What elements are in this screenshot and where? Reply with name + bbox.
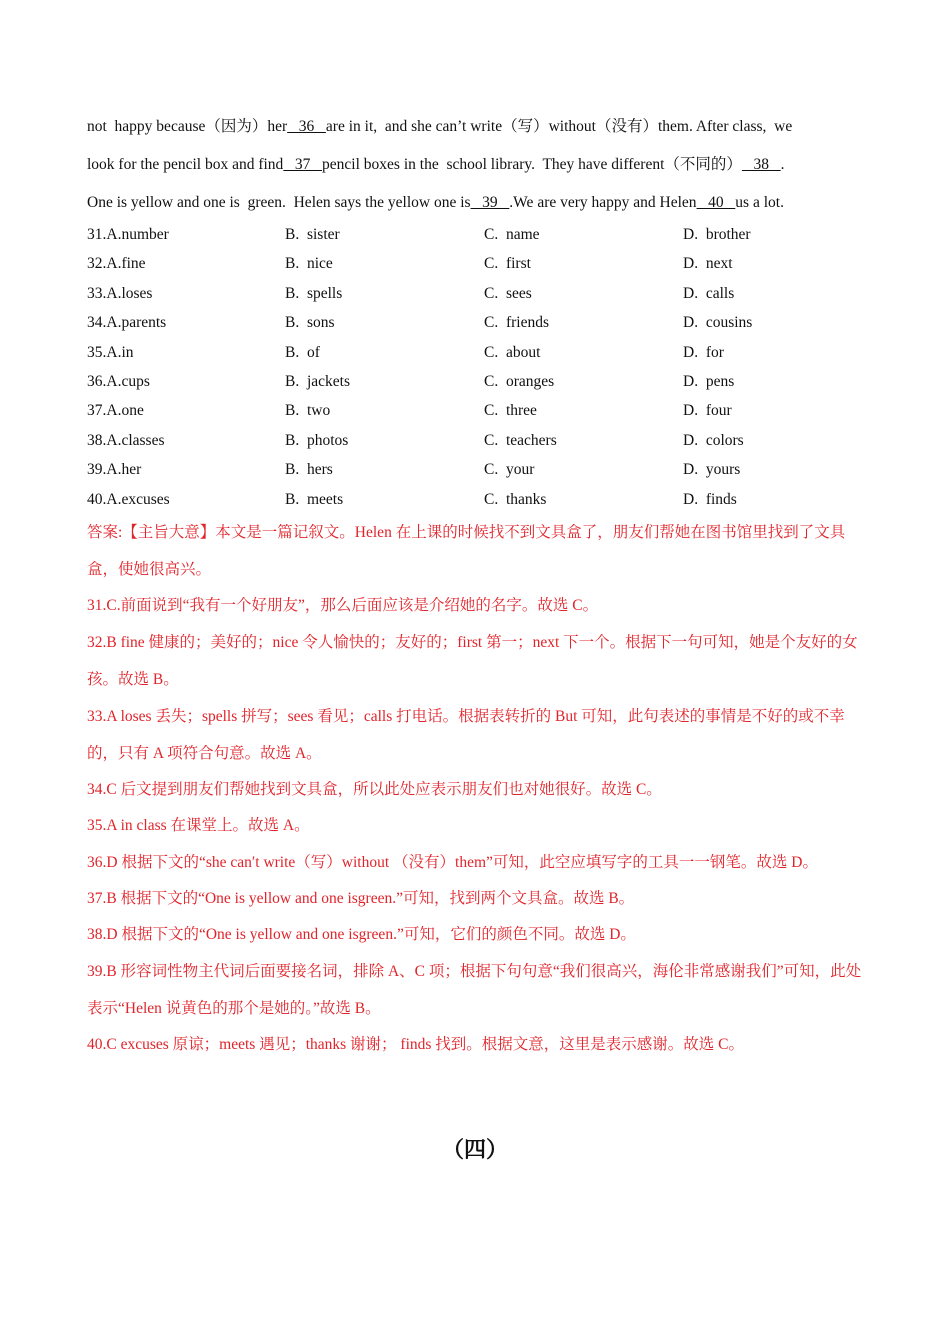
option-c: C. about — [484, 343, 541, 361]
option-row-38 — [87, 426, 867, 455]
option-b: B. jackets — [285, 372, 350, 390]
blank-38: 38 — [741, 156, 781, 173]
section-title: （四） — [441, 1137, 508, 1162]
blank-40: 40 — [696, 194, 736, 211]
answer-39: 39.B 形容词性物主代词后面要接名词，排除 A、C 项；根据下句句意“我们很高兴，海伦非常感谢我们”可知，此处表示“Helen 说黄色的那个是她的。”故选 B。 — [87, 963, 862, 1017]
option-a: 32.A.fine — [87, 255, 146, 273]
passage-text: pencil boxes in the school library. They have different（不同的） — [322, 156, 742, 173]
option-a: 33.A.loses — [87, 284, 153, 302]
answer-36: 36.D 根据下文的“she can′t write（写）without （没有）them”可知，此空应填写字的工具一一钢笔。故选 D。 — [87, 854, 818, 871]
answer-explanations — [87, 514, 867, 1063]
option-d: D. for — [683, 343, 724, 361]
option-c: C. teachers — [484, 431, 557, 449]
blank-39: 39 — [470, 194, 510, 211]
option-d: D. yours — [683, 461, 741, 479]
option-row-35 — [87, 338, 867, 367]
answer-40: 40.C excuses 原谅；meets 遇见；thanks 谢谢； finds 找到。根据文意，这里是表示感谢。故选 C。 — [87, 1036, 745, 1053]
passage-text: us a lot. — [735, 194, 784, 211]
passage-line-3 — [87, 184, 867, 222]
answer-32: 32.B fine 健康的；美好的；nice 令人愉快的；友好的；first 第一；next 下一个。根据下一句可知，她是个友好的女孩。故选 B。 — [87, 634, 858, 688]
option-c: C. thanks — [484, 490, 547, 508]
option-a: 35.A.in — [87, 343, 134, 361]
option-d: D. pens — [683, 372, 735, 390]
option-d: D. cousins — [683, 314, 753, 332]
option-row-32 — [87, 249, 867, 278]
passage-line-2 — [87, 146, 867, 184]
option-b: B. hers — [285, 461, 333, 479]
answer-summary: 答案:【主旨大意】本文是一篇记叙文。Helen 在上课的时候找不到文具盒了，朋友们帮她在图书馆里找到了文具盒，使她很高兴。 — [87, 524, 846, 578]
option-a: 39.A.her — [87, 461, 142, 479]
answer-35: 35.A in class 在课堂上。故选 A。 — [87, 817, 310, 834]
option-c: C. three — [484, 402, 537, 420]
option-b: B. meets — [285, 490, 344, 508]
option-c: C. sees — [484, 284, 532, 302]
option-b: B. sister — [285, 226, 340, 243]
answer-38: 38.D 根据下文的“One is yellow and one isgreen.”可知，它们的颜色不同。故选 D。 — [87, 926, 636, 943]
option-c: C. your — [484, 461, 535, 479]
option-d: D. finds — [683, 490, 737, 508]
option-d: D. calls — [683, 284, 735, 302]
blank-36: 36 — [287, 118, 326, 135]
option-row-39 — [87, 455, 867, 484]
option-a: 31.A.number — [87, 226, 169, 243]
option-row-31 — [87, 220, 867, 249]
option-d: D. colors — [683, 431, 744, 449]
option-row-40 — [87, 485, 867, 514]
option-d: D. next — [683, 255, 733, 273]
answer-33: 33.A loses 丢失；spells 拼写；sees 看见；calls 打电话。根据表转折的 But 可知，此句表述的事情是不好的或不幸的，只有 A 项符合句意。故选 A。 — [87, 708, 845, 762]
answer-34: 34.C 后文提到朋友们帮她找到文具盒，所以此处应表示朋友们也对她很好。故选 C。 — [87, 781, 662, 798]
passage-text: One is yellow and one is green. Helen says the yellow one is — [87, 194, 471, 211]
option-c: C. friends — [484, 314, 550, 332]
options-list — [87, 220, 867, 514]
option-d: D. brother — [683, 226, 751, 243]
option-row-33 — [87, 279, 867, 308]
option-a: 36.A.cups — [87, 372, 150, 390]
option-d: D. four — [683, 402, 732, 420]
option-row-34 — [87, 308, 867, 337]
option-row-36 — [87, 367, 867, 396]
option-b: B. of — [285, 343, 320, 361]
option-c: C. oranges — [484, 372, 555, 390]
passage-text: . — [780, 156, 785, 173]
option-b: B. nice — [285, 255, 333, 273]
answer-31: 31.C.前面说到“我有一个好朋友”，那么后面应该是介绍她的名字。故选 C。 — [87, 597, 599, 614]
option-row-37 — [87, 396, 867, 425]
passage-text: not happy because（因为）her — [87, 118, 288, 135]
option-c: C. name — [484, 226, 540, 243]
option-b: B. photos — [285, 431, 349, 449]
option-a: 34.A.parents — [87, 314, 167, 332]
answer-37: 37.B 根据下文的“One is yellow and one isgreen.”可知，找到两个文具盒。故选 B。 — [87, 890, 635, 907]
option-b: B. sons — [285, 314, 335, 332]
option-b: B. two — [285, 402, 331, 420]
option-a: 40.A.excuses — [87, 490, 170, 508]
option-b: B. spells — [285, 284, 343, 302]
passage-text: are in it, and she can’t write（写）without（没有）them. After class, we — [325, 118, 793, 135]
blank-37: 37 — [283, 156, 323, 173]
option-a: 38.A.classes — [87, 431, 165, 449]
option-c: C. first — [484, 255, 531, 273]
passage-text: look for the pencil box and find — [87, 156, 284, 173]
passage-text: .We are very happy and Helen — [509, 194, 697, 211]
passage-line-1 — [87, 108, 867, 146]
option-a: 37.A.one — [87, 402, 144, 420]
